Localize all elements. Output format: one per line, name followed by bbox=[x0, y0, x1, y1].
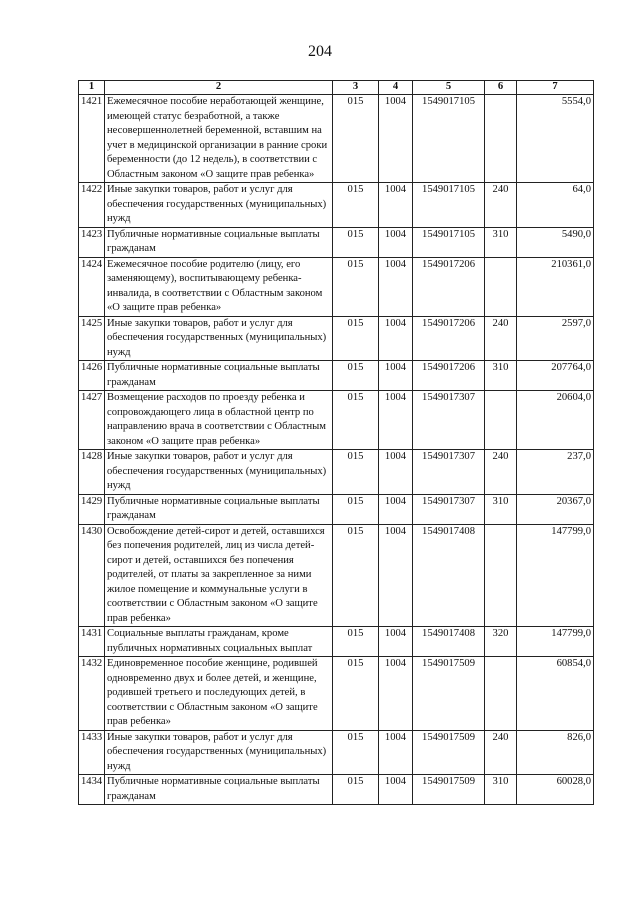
section-code: 1004 bbox=[379, 524, 413, 627]
target-article-code: 1549017206 bbox=[413, 361, 485, 391]
section-code: 1004 bbox=[379, 450, 413, 495]
column-header: 1 bbox=[79, 81, 105, 95]
row-description: Ежемесячное пособие неработающей женщине, имеющей статус безработной, а также несовершеннолетней беременной, вставшим на учет в медицинской организации в ранние сроки беременности (до 12 недель), в соответствии с Областным законом «О защите прав ребенка» bbox=[105, 95, 333, 183]
expense-type-code: 240 bbox=[485, 316, 517, 361]
row-amount: 64,0 bbox=[517, 183, 594, 228]
table-row bbox=[79, 257, 594, 316]
table-row bbox=[79, 730, 594, 775]
row-amount: 210361,0 bbox=[517, 257, 594, 316]
row-number: 1422 bbox=[79, 183, 105, 228]
target-article-code: 1549017105 bbox=[413, 227, 485, 257]
row-description: Иные закупки товаров, работ и услуг для обеспечения государственных (муниципальных) нужд bbox=[105, 316, 333, 361]
table-body bbox=[79, 95, 594, 805]
ministry-code: 015 bbox=[333, 95, 379, 183]
expense-type-code: 310 bbox=[485, 361, 517, 391]
row-amount: 147799,0 bbox=[517, 524, 594, 627]
row-number: 1425 bbox=[79, 316, 105, 361]
section-code: 1004 bbox=[379, 361, 413, 391]
ministry-code: 015 bbox=[333, 730, 379, 775]
expense-type-code: 240 bbox=[485, 730, 517, 775]
row-amount: 60028,0 bbox=[517, 775, 594, 805]
expense-type-code: 310 bbox=[485, 775, 517, 805]
ministry-code: 015 bbox=[333, 391, 379, 450]
row-number: 1424 bbox=[79, 257, 105, 316]
row-number: 1429 bbox=[79, 494, 105, 524]
row-description: Ежемесячное пособие родителю (лицу, его заменяющему), воспитывающему ребенка-инвалида, в соответствии с Областным законом «О защите прав ребенка» bbox=[105, 257, 333, 316]
column-header: 3 bbox=[333, 81, 379, 95]
column-header: 5 bbox=[413, 81, 485, 95]
expense-type-code: 240 bbox=[485, 183, 517, 228]
target-article-code: 1549017509 bbox=[413, 775, 485, 805]
row-amount: 237,0 bbox=[517, 450, 594, 495]
row-description: Публичные нормативные социальные выплаты гражданам bbox=[105, 361, 333, 391]
expense-type-code bbox=[485, 657, 517, 731]
row-description: Возмещение расходов по проезду ребенка и сопровождающего лица в областной центр по направлению врача в соответствии с Областным законом «О защите прав ребенка» bbox=[105, 391, 333, 450]
column-header: 2 bbox=[105, 81, 333, 95]
row-amount: 2597,0 bbox=[517, 316, 594, 361]
table-row bbox=[79, 524, 594, 627]
row-number: 1432 bbox=[79, 657, 105, 731]
page-number: 204 bbox=[308, 43, 332, 60]
section-code: 1004 bbox=[379, 775, 413, 805]
section-code: 1004 bbox=[379, 730, 413, 775]
section-code: 1004 bbox=[379, 257, 413, 316]
column-header: 6 bbox=[485, 81, 517, 95]
row-amount: 826,0 bbox=[517, 730, 594, 775]
row-number: 1423 bbox=[79, 227, 105, 257]
section-code: 1004 bbox=[379, 391, 413, 450]
section-code: 1004 bbox=[379, 227, 413, 257]
row-description: Освобождение детей-сирот и детей, оставшихся без попечения родителей, лиц из числа детей-сирот и детей, оставшихся без попечения родителей, от платы за закрепленное за ними жилое помещение и коммунальные услуги в соответствии с Областным законом «О защите прав ребенка» bbox=[105, 524, 333, 627]
target-article-code: 1549017307 bbox=[413, 494, 485, 524]
ministry-code: 015 bbox=[333, 183, 379, 228]
row-description: Публичные нормативные социальные выплаты гражданам bbox=[105, 494, 333, 524]
expense-type-code: 240 bbox=[485, 450, 517, 495]
row-amount: 5490,0 bbox=[517, 227, 594, 257]
section-code: 1004 bbox=[379, 657, 413, 731]
section-code: 1004 bbox=[379, 494, 413, 524]
ministry-code: 015 bbox=[333, 227, 379, 257]
expense-type-code bbox=[485, 391, 517, 450]
expense-type-code: 310 bbox=[485, 227, 517, 257]
row-number: 1434 bbox=[79, 775, 105, 805]
target-article-code: 1549017206 bbox=[413, 316, 485, 361]
ministry-code: 015 bbox=[333, 316, 379, 361]
row-description: Публичные нормативные социальные выплаты гражданам bbox=[105, 775, 333, 805]
budget-table bbox=[78, 80, 594, 805]
ministry-code: 015 bbox=[333, 494, 379, 524]
target-article-code: 1549017408 bbox=[413, 627, 485, 657]
section-code: 1004 bbox=[379, 95, 413, 183]
row-amount: 20604,0 bbox=[517, 391, 594, 450]
ministry-code: 015 bbox=[333, 775, 379, 805]
target-article-code: 1549017408 bbox=[413, 524, 485, 627]
row-description: Иные закупки товаров, работ и услуг для обеспечения государственных (муниципальных) нужд bbox=[105, 183, 333, 228]
table-row bbox=[79, 391, 594, 450]
table-row bbox=[79, 657, 594, 731]
expense-type-code bbox=[485, 95, 517, 183]
table-row bbox=[79, 361, 594, 391]
row-description: Социальные выплаты гражданам, кроме публичных нормативных социальных выплат bbox=[105, 627, 333, 657]
expense-type-code bbox=[485, 257, 517, 316]
ministry-code: 015 bbox=[333, 627, 379, 657]
row-description: Иные закупки товаров, работ и услуг для обеспечения государственных (муниципальных) нужд bbox=[105, 450, 333, 495]
ministry-code: 015 bbox=[333, 450, 379, 495]
row-number: 1433 bbox=[79, 730, 105, 775]
section-code: 1004 bbox=[379, 316, 413, 361]
target-article-code: 1549017206 bbox=[413, 257, 485, 316]
row-amount: 20367,0 bbox=[517, 494, 594, 524]
ministry-code: 015 bbox=[333, 361, 379, 391]
expense-type-code: 320 bbox=[485, 627, 517, 657]
expense-type-code: 310 bbox=[485, 494, 517, 524]
row-number: 1426 bbox=[79, 361, 105, 391]
header-row bbox=[79, 81, 594, 95]
target-article-code: 1549017307 bbox=[413, 391, 485, 450]
row-number: 1427 bbox=[79, 391, 105, 450]
row-description: Публичные нормативные социальные выплаты гражданам bbox=[105, 227, 333, 257]
row-number: 1421 bbox=[79, 95, 105, 183]
table-row bbox=[79, 775, 594, 805]
row-description: Иные закупки товаров, работ и услуг для обеспечения государственных (муниципальных) нужд bbox=[105, 730, 333, 775]
target-article-code: 1549017509 bbox=[413, 657, 485, 731]
column-header: 4 bbox=[379, 81, 413, 95]
target-article-code: 1549017307 bbox=[413, 450, 485, 495]
ministry-code: 015 bbox=[333, 257, 379, 316]
row-amount: 5554,0 bbox=[517, 95, 594, 183]
table-row bbox=[79, 95, 594, 183]
table-row bbox=[79, 494, 594, 524]
row-number: 1430 bbox=[79, 524, 105, 627]
row-amount: 207764,0 bbox=[517, 361, 594, 391]
ministry-code: 015 bbox=[333, 524, 379, 627]
table-row bbox=[79, 227, 594, 257]
row-number: 1428 bbox=[79, 450, 105, 495]
row-amount: 60854,0 bbox=[517, 657, 594, 731]
expense-type-code bbox=[485, 524, 517, 627]
section-code: 1004 bbox=[379, 627, 413, 657]
target-article-code: 1549017509 bbox=[413, 730, 485, 775]
column-header: 7 bbox=[517, 81, 594, 95]
ministry-code: 015 bbox=[333, 657, 379, 731]
section-code: 1004 bbox=[379, 183, 413, 228]
table-row bbox=[79, 627, 594, 657]
target-article-code: 1549017105 bbox=[413, 95, 485, 183]
row-number: 1431 bbox=[79, 627, 105, 657]
table-row bbox=[79, 316, 594, 361]
target-article-code: 1549017105 bbox=[413, 183, 485, 228]
row-amount: 147799,0 bbox=[517, 627, 594, 657]
table-row bbox=[79, 183, 594, 228]
row-description: Единовременное пособие женщине, родившей одновременно двух и более детей, и женщине, родившей третьего и последующих детей, в соответствии с Областным законом «О защите прав ребенка» bbox=[105, 657, 333, 731]
table-row bbox=[79, 450, 594, 495]
